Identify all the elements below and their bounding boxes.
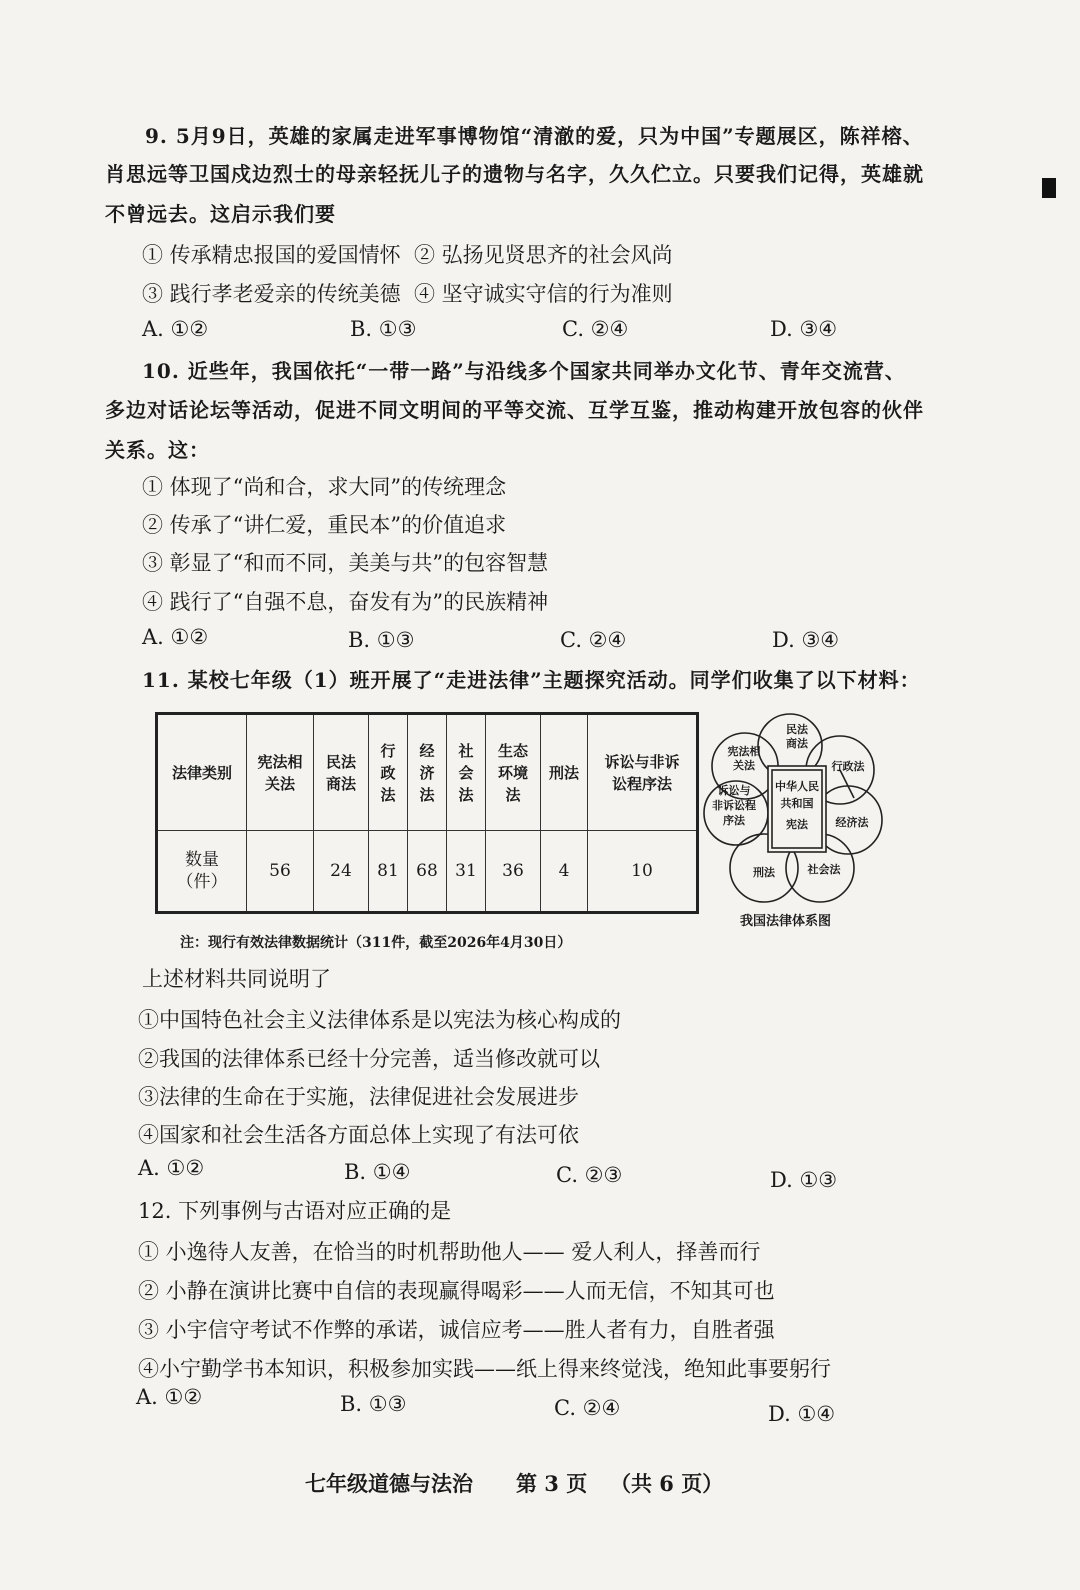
q9-choice-d: D. ③④ [770,317,838,341]
footer-total-pages: （共 6 页） [610,1471,724,1496]
label-civil-law-2: 商法 [786,737,808,750]
table-note: 注：现行有效法律数据统计（311件，截至2026年4月30日） [180,935,572,951]
q11-option-3: ③法律的生命在于实施，法律促进社会发展进步 [138,1085,579,1109]
q9-option-1: ① 传承精忠报国的爱国情怀 [142,243,401,267]
table-cell-category: 诉讼与非诉 讼程序法 [588,714,698,831]
q11-choice-b: B. ①④ [344,1160,411,1184]
q12-stem: 12. 下列事例与古语对应正确的是 [138,1199,452,1223]
q9-choice-b: B. ①③ [350,317,417,341]
table-cell-category: 宪法相 关法 [247,714,314,831]
q9-option-4: ④ 坚守诚实守信的行为准则 [414,282,673,306]
table-cell-count: 68 [408,831,447,913]
q10-option-4: ④ 践行了“自强不息，奋发有为”的民族精神 [142,590,549,614]
table-cell-count: 36 [486,831,541,913]
label-criminal-law: 刑法 [753,866,775,879]
diagram-caption: 我国法律体系图 [740,914,832,929]
q11-option-1: ①中国特色社会主义法律体系是以宪法为核心构成的 [138,1008,621,1032]
q9-choice-a: A. ①② [142,317,209,341]
q12-option-4: ④小宁勤学书本知识，积极参加实践——纸上得来终觉浅，绝知此事要躬行 [138,1357,831,1381]
table-cell-count: 4 [541,831,588,913]
q10-choice-a: A. ①② [142,625,209,649]
arrow-line [840,770,854,798]
table-cell-category: 经 济 法 [408,714,447,831]
table-cell-category: 行 政 法 [369,714,408,831]
table-row-counts [157,831,698,913]
q11-lead: 上述材料共同说明了 [142,967,331,991]
table-cell-category: 民法 商法 [314,714,369,831]
table-cell-count: 81 [369,831,408,913]
q10-choice-d: D. ③④ [772,628,840,652]
table-cell-count: 31 [447,831,486,913]
label-constitution-related-2: 关法 [733,759,755,772]
q9-stem-line-1: 9. 5月9日，英雄的家属走进军事博物馆“清澈的爱，只为中国”专题展区，陈祥榕、 [145,124,924,148]
q10-stem-line-2: 多边对话论坛等活动，促进不同文明间的平等交流、互学互鉴，推动构建开放包容的伙伴 [105,398,924,422]
q11-option-2: ②我国的法律体系已经十分完善，适当修改就可以 [138,1047,600,1071]
table-cell-category: 刑法 [541,714,588,831]
label-center-1: 中华人民 [775,780,819,793]
q10-stem-line-1: 10. 近些年，我国依托“一带一路”与沿线多个国家共同举办文化节、青年交流营、 [142,359,906,383]
q11-choice-c: C. ②③ [556,1163,623,1187]
label-center-3: 宪法 [786,818,808,831]
footer-page-number: 第 3 页 [516,1471,588,1496]
label-procedure-3: 序法 [723,814,745,827]
q10-stem-line-3: 关系。这： [105,438,210,462]
q9-stem-line-3: 不曾远去。这启示我们要 [105,202,336,226]
q10-option-2: ② 传承了“讲仁爱，重民本”的价值追求 [142,513,507,537]
table-cell-category: 生态 环境 法 [486,714,541,831]
q10-option-3: ③ 彰显了“和而不同，美美与共”的包容智慧 [142,551,549,575]
label-procedure-1: 诉讼与 [717,784,751,797]
label-administrative-law: 行政法 [831,760,865,773]
q11-option-4: ④国家和社会生活各方面总体上实现了有法可依 [138,1123,579,1147]
q9-option-2: ② 弘扬见贤思齐的社会风尚 [414,243,673,267]
footer-subject: 七年级道德与法治 [305,1471,473,1496]
label-constitution-related-1: 宪法相 [727,745,761,758]
table-cell-category: 社 会 法 [447,714,486,831]
q9-choice-c: C. ②④ [562,317,629,341]
q12-option-3: ③ 小宇信守考试不作弊的承诺，诚信应考——胜人者有力，自胜者强 [138,1318,775,1342]
q12-choice-c: C. ②④ [554,1396,621,1420]
table-cell-count: 24 [314,831,369,913]
table-header-count: 数量 （件） [157,831,247,913]
law-statistics-table [155,712,699,914]
q11-stem: 11. 某校七年级（1）班开展了“走进法律”主题探究活动。同学们收集了以下材料： [142,668,921,692]
q9-option-3: ③ 践行孝老爱亲的传统美德 [142,282,401,306]
q12-choice-b: B. ①③ [340,1392,407,1416]
label-social-law: 社会法 [807,863,841,876]
q12-option-2: ② 小静在演讲比赛中自信的表现赢得喝彩——人而无信，不知其可也 [138,1279,775,1303]
table-row-categories [157,714,698,831]
q12-choice-d: D. ①④ [768,1402,836,1426]
alignment-marker [1042,178,1056,198]
label-center-2: 共和国 [780,797,814,810]
table-cell-count: 10 [588,831,698,913]
label-civil-law-1: 民法 [786,723,808,736]
q12-option-1: ① 小逸待人友善，在恰当的时机帮助他人—— 爱人利人，择善而行 [138,1240,761,1264]
q12-choice-a: A. ①② [136,1385,203,1409]
q10-choice-b: B. ①③ [348,628,415,652]
table-cell-count: 56 [247,831,314,913]
label-economic-law: 经济法 [835,816,869,829]
table-header-category: 法律类别 [157,714,247,831]
q10-option-1: ① 体现了“尚和合，求大同”的传统理念 [142,475,507,499]
q11-choice-a: A. ①② [138,1156,205,1180]
legal-system-diagram [700,708,890,908]
q10-choice-c: C. ②④ [560,628,627,652]
q11-choice-d: D. ①③ [770,1168,838,1192]
q9-stem-line-2: 肖思远等卫国戍边烈士的母亲轻抚儿子的遗物与名字，久久伫立。只要我们记得，英雄就 [105,162,924,186]
label-procedure-2: 非诉讼程 [712,799,756,812]
